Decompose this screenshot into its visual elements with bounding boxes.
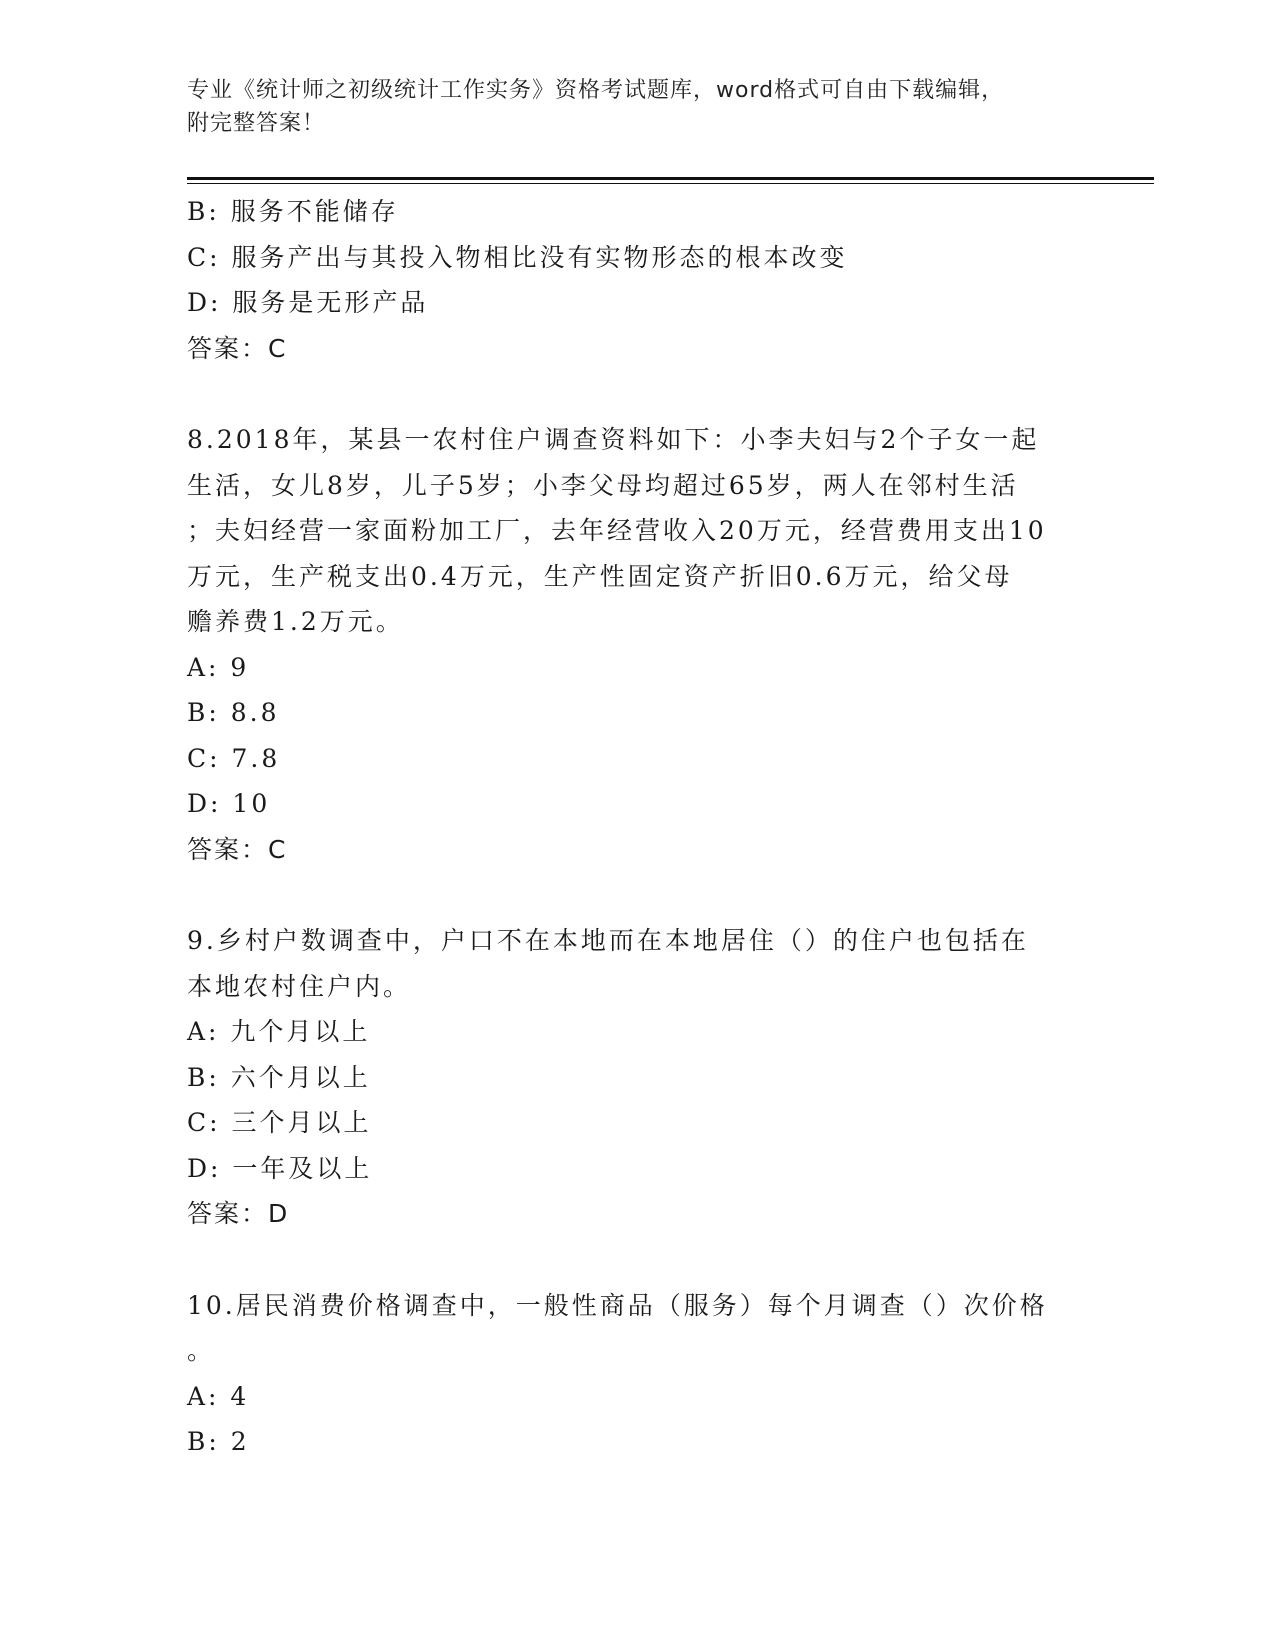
option-a: A: 9 <box>187 652 250 682</box>
question-10 <box>187 1283 1087 1465</box>
answer-line: 答案：C <box>187 333 288 363</box>
page-header <box>187 74 1087 140</box>
answer-line: 答案：D <box>187 1199 290 1228</box>
option-d: D: 一年及以上 <box>187 1153 373 1183</box>
option-b: B: 8.8 <box>187 698 280 727</box>
question-stem-line: 生活，女儿8岁，儿子5岁；小李父母均超过65岁，两人在邻村生活 <box>187 470 1019 500</box>
header-line-1: 专业《统计师之初级统计工作实务》资格考试题库，word格式可自由下载编辑， <box>187 78 1005 103</box>
spacer <box>187 872 1087 918</box>
answer-line: 答案：C <box>187 834 288 864</box>
question-stem-line: 9.乡村户数调查中，户口不在本地而在本地居住（）的住户也包括在 <box>187 926 1029 955</box>
option-d: D: 10 <box>187 789 271 818</box>
option-b: B: 六个月以上 <box>187 1062 371 1092</box>
header-line-2: 附完整答案！ <box>187 111 326 136</box>
option-b: B: 2 <box>187 1427 250 1456</box>
spacer <box>187 371 1087 417</box>
question-stem-line: 。 <box>187 1336 216 1365</box>
header-divider-thin <box>187 183 1154 184</box>
question-8 <box>187 417 1087 872</box>
question-stem-line: 万元，生产税支出0.4万元，生产性固定资产折旧0.6万元，给父母 <box>187 561 1013 591</box>
question-stem-line: 本地农村住户内。 <box>187 971 412 1001</box>
spacer <box>187 1237 1087 1283</box>
question-stem-line: 8.2018年，某县一农村住户调查资料如下：小李夫妇与2个子女一起 <box>187 425 1040 454</box>
option-a: A: 九个月以上 <box>187 1017 371 1046</box>
question-stem-line: 赡养费1.2万元。 <box>187 607 404 636</box>
header-divider-thick <box>187 177 1154 180</box>
option-c: C: 7.8 <box>187 743 281 773</box>
option-d: D: 服务是无形产品 <box>187 288 429 317</box>
option-c: C: 三个月以上 <box>187 1108 372 1137</box>
option-a: A: 4 <box>187 1381 250 1411</box>
question-7 <box>187 189 1087 371</box>
question-stem-line: 10.居民消费价格调查中，一般性商品（服务）每个月调查（）次价格 <box>187 1290 1048 1320</box>
option-b: B: 服务不能储存 <box>187 197 399 226</box>
question-9 <box>187 918 1087 1237</box>
question-stem-line: ；夫妇经营一家面粉加工厂，去年经营收入20万元，经营费用支出10 <box>187 516 1047 545</box>
option-c: C: 服务产出与其投入物相比没有实物形态的根本改变 <box>187 242 848 272</box>
question-list <box>187 189 1087 1465</box>
